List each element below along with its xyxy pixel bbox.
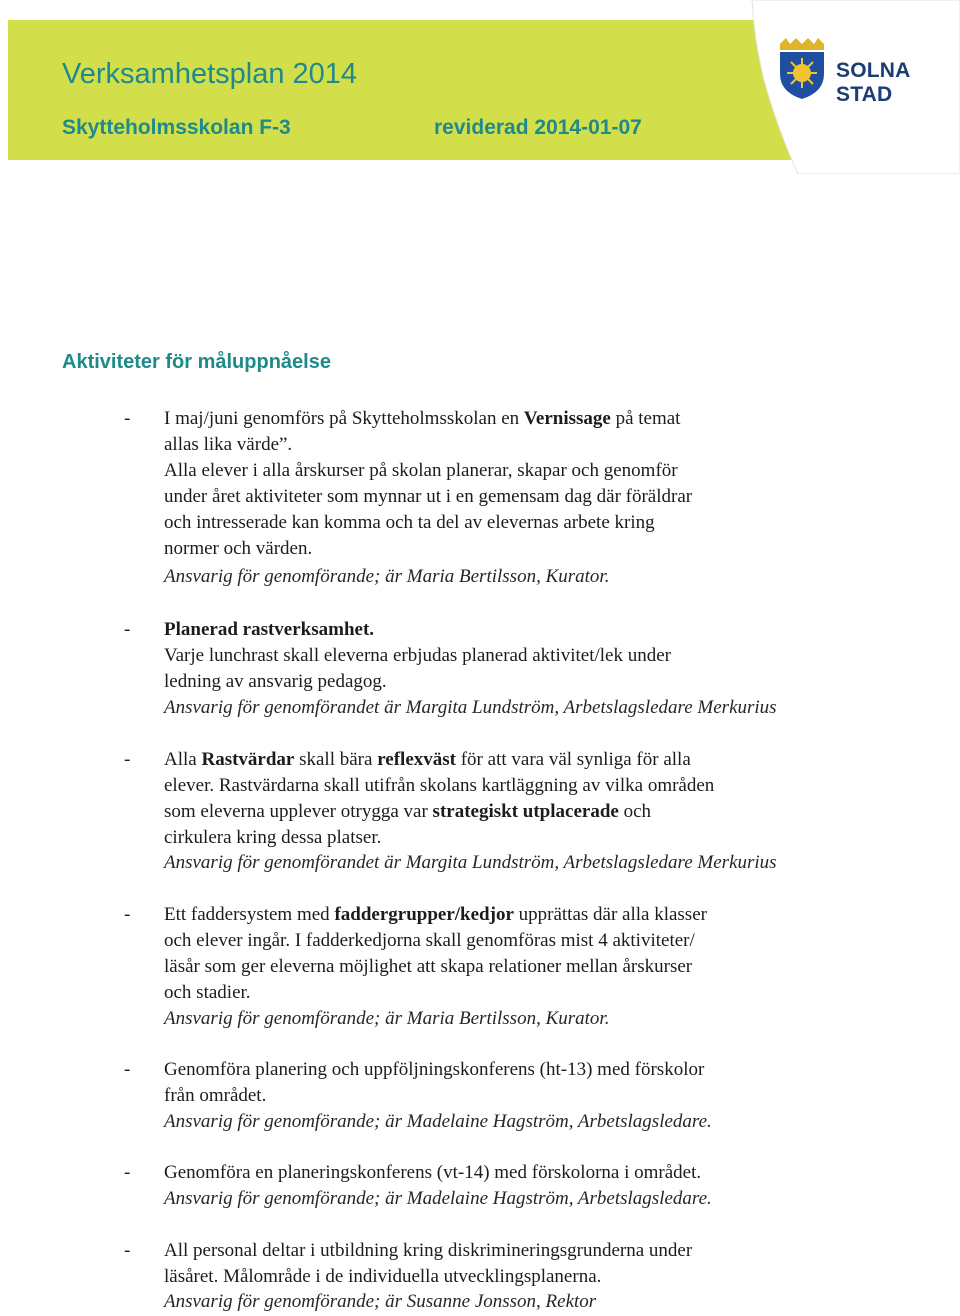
solna-coat-of-arms-icon bbox=[778, 36, 826, 100]
item-line: elever. Rastvärdarna skall utifrån skolans kartläggning av vilka områden bbox=[164, 775, 715, 796]
list-bullet: - bbox=[124, 619, 131, 640]
list-bullet: - bbox=[124, 749, 131, 770]
item-line: och stadier. bbox=[164, 982, 251, 1003]
logo-text: SOLNA STAD bbox=[836, 59, 910, 106]
list-bullet: - bbox=[124, 904, 131, 925]
item-line: ledning av ansvarig pedagog. bbox=[164, 671, 387, 692]
item-line: och intresserade kan komma och ta del av elevernas arbete kring bbox=[164, 512, 655, 533]
responsible-person: Ansvarig för genomförande; är Susanne Jonsson, Rektor bbox=[164, 1291, 597, 1312]
revision-date: reviderad 2014-01-07 bbox=[434, 116, 642, 139]
responsible-person: Ansvarig för genomförandet är Margita Lundström, Arbetslagsledare Merkurius bbox=[164, 697, 777, 718]
item-line: läsår som ger eleverna möjlighet att skapa relationer mellan årskurser bbox=[164, 956, 693, 977]
item-line: Varje lunchrast skall eleverna erbjudas planerad aktivitet/lek under bbox=[164, 645, 671, 666]
item-line: Planerad rastverksamhet. bbox=[164, 619, 375, 640]
item-line: allas lika värde”. bbox=[164, 434, 293, 455]
responsible-person: Ansvarig för genomförande; är Maria Bertilsson, Kurator. bbox=[164, 566, 610, 587]
list-bullet: - bbox=[124, 1059, 131, 1080]
responsible-person: Ansvarig för genomförande; är Maria Bertilsson, Kurator. bbox=[164, 1008, 610, 1029]
list-bullet: - bbox=[124, 408, 131, 429]
item-line: normer och värden. bbox=[164, 538, 313, 559]
item-line: som eleverna upplever otrygga var strategiskt utplacerade och bbox=[164, 801, 652, 822]
list-bullet: - bbox=[124, 1240, 131, 1261]
document-title: Verksamhetsplan 2014 bbox=[62, 58, 358, 90]
list-bullet: - bbox=[124, 1162, 131, 1183]
item-line: Genomföra planering och uppföljningskonferens (ht-13) med förskolor bbox=[164, 1059, 705, 1080]
item-line: från området. bbox=[164, 1085, 267, 1106]
responsible-person: Ansvarig för genomförandet är Margita Lundström, Arbetslagsledare Merkurius bbox=[164, 852, 777, 873]
item-line: under året aktiviteter som mynnar ut i en gemensam dag där föräldrar bbox=[164, 486, 693, 507]
item-line: Ett faddersystem med faddergrupper/kedjor upprättas där alla klasser bbox=[164, 904, 707, 925]
responsible-person: Ansvarig för genomförande; är Madelaine Hagström, Arbetslagsledare. bbox=[164, 1111, 712, 1132]
item-line: Alla elever i alla årskurser på skolan planerar, skapar och genomför bbox=[164, 460, 678, 481]
item-line: I maj/juni genomförs på Skytteholmsskolan en Vernissage på temat bbox=[164, 408, 681, 429]
item-line: All personal deltar i utbildning kring diskrimineringsgrunderna under bbox=[164, 1240, 693, 1261]
item-line: cirkulera kring dessa platser. bbox=[164, 827, 382, 848]
responsible-person: Ansvarig för genomförande; är Madelaine Hagström, Arbetslagsledare. bbox=[164, 1188, 712, 1209]
school-name: Skytteholmsskolan F-3 bbox=[62, 116, 291, 139]
item-line: läsåret. Målområde i de individuella utvecklingsplanerna. bbox=[164, 1266, 602, 1287]
item-line: Alla Rastvärdar skall bära reflexväst för att vara väl synliga för alla bbox=[164, 749, 691, 770]
item-line: och elever ingår. I fadderkedjorna skall genomföras mist 4 aktiviteter/ bbox=[164, 930, 695, 951]
section-heading: Aktiviteter för måluppnåelse bbox=[62, 351, 331, 373]
item-line: Genomföra en planeringskonferens (vt-14) med förskolorna i området. bbox=[164, 1162, 702, 1183]
